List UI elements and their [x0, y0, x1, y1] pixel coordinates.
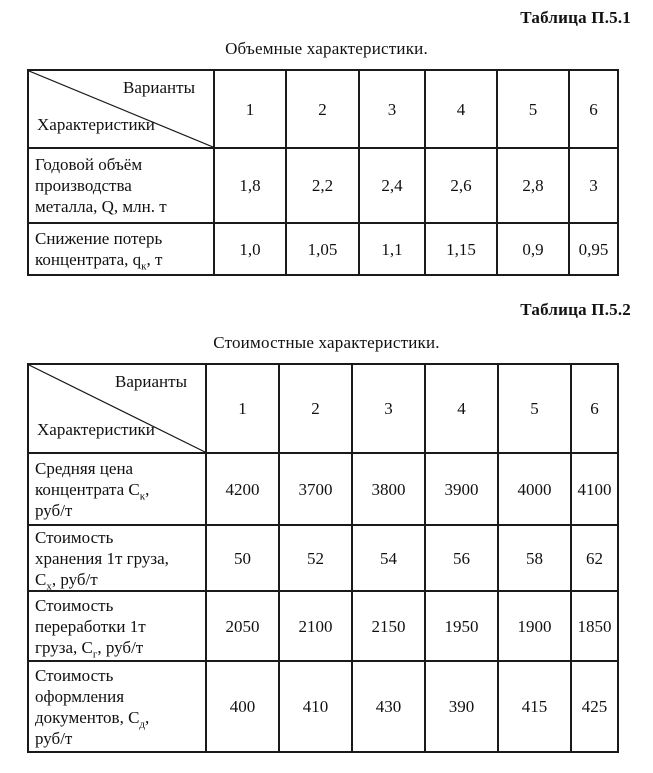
- table-cell: 3700: [279, 453, 352, 525]
- row-label-line: Стоимость: [35, 665, 114, 685]
- table-cell: 1,8: [214, 148, 286, 223]
- row-label-sub: д: [139, 717, 146, 730]
- row-label-line: оформления: [35, 686, 125, 706]
- variant-header: 5: [497, 70, 569, 148]
- table-cell: 2,8: [497, 148, 569, 223]
- row-label: [28, 661, 206, 752]
- table2-diagonal-header: [28, 364, 206, 453]
- row-label: [28, 223, 214, 275]
- table-cell: 54: [352, 525, 425, 591]
- characteristics-label: Характеристики: [37, 420, 155, 439]
- table-cell: 52: [279, 525, 352, 591]
- table-row: [28, 591, 618, 661]
- table-cell: 0,9: [497, 223, 569, 275]
- table-row: [28, 453, 618, 525]
- table-cell: 430: [352, 661, 425, 752]
- row-label-tail: , руб/т: [51, 569, 98, 589]
- row-label-line: хранения 1т груза,: [35, 548, 169, 568]
- row-label-line: Стоимость: [35, 595, 114, 615]
- row-label-sub: к: [139, 489, 146, 502]
- row-label: [28, 591, 206, 661]
- table1-header-row: [28, 70, 618, 148]
- table-cell: 3: [569, 148, 618, 223]
- variant-header: 2: [286, 70, 359, 148]
- table-cell: 2100: [279, 591, 352, 661]
- row-label: [28, 148, 214, 223]
- table-cell: 1900: [498, 591, 571, 661]
- table-cell: 1,0: [214, 223, 286, 275]
- table-cell: 410: [279, 661, 352, 752]
- row-label-line: металла, Q, млн. т: [35, 197, 167, 216]
- table-cell: 425: [571, 661, 618, 752]
- variant-header: 3: [359, 70, 425, 148]
- table-cell: 2150: [352, 591, 425, 661]
- row-label-sub: г: [92, 647, 98, 660]
- row-label: [28, 525, 206, 591]
- row-label-tail: , руб/т: [97, 637, 144, 657]
- variant-header: 3: [352, 364, 425, 453]
- variant-header: 1: [214, 70, 286, 148]
- table-cell: 1,15: [425, 223, 497, 275]
- row-label-line: переработки 1т: [35, 616, 146, 636]
- row-label-main: груза, С: [35, 637, 93, 657]
- row-label-line: руб/т: [35, 500, 73, 520]
- variant-header: 4: [425, 364, 498, 453]
- table-row: [28, 148, 618, 223]
- table-row: [28, 223, 618, 275]
- table-cell: 400: [206, 661, 279, 752]
- row-label-tail: ,: [145, 707, 150, 727]
- characteristics-label: Характеристики: [37, 115, 155, 134]
- table-cell: 0,95: [569, 223, 618, 275]
- table-cell: 2050: [206, 591, 279, 661]
- table1: [27, 69, 619, 276]
- table-cell: 62: [571, 525, 618, 591]
- table-cell: 3800: [352, 453, 425, 525]
- table1-diagonal-header: [28, 70, 214, 148]
- row-label-main: концентрата, q: [35, 250, 142, 269]
- row-label-line: Снижение потерь: [35, 229, 163, 248]
- table-cell: 1950: [425, 591, 498, 661]
- variant-header: 5: [498, 364, 571, 453]
- row-label-tail: ,: [145, 479, 150, 499]
- row-label-line: Стоимость: [35, 527, 114, 547]
- table2-title: Стоимостные характеристики.: [213, 333, 440, 352]
- table1-title: Объемные характеристики.: [225, 39, 428, 58]
- table-cell: 390: [425, 661, 498, 752]
- row-label-main: С: [35, 569, 47, 589]
- row-label-tail: , т: [146, 250, 163, 269]
- table-cell: 4200: [206, 453, 279, 525]
- row-label-sub: х: [46, 579, 52, 592]
- table2-number: Таблица П.5.2: [520, 300, 631, 319]
- table-cell: 3900: [425, 453, 498, 525]
- table-cell: 4000: [498, 453, 571, 525]
- row-label-main: концентрата С: [35, 479, 140, 499]
- row-label-line: производства: [35, 176, 132, 195]
- table-cell: 4100: [571, 453, 618, 525]
- table-cell: 2,6: [425, 148, 497, 223]
- variants-label: Варианты: [123, 78, 195, 97]
- table-cell: 56: [425, 525, 498, 591]
- table-cell: 415: [498, 661, 571, 752]
- variant-header: 2: [279, 364, 352, 453]
- table2: [27, 363, 619, 753]
- table2-header-row: [28, 364, 618, 453]
- table1-number: Таблица П.5.1: [520, 8, 631, 27]
- variant-header: 4: [425, 70, 497, 148]
- table-cell: 58: [498, 525, 571, 591]
- variant-header: 6: [571, 364, 618, 453]
- row-label-line: Годовой объём: [35, 155, 143, 174]
- table-cell: 2,4: [359, 148, 425, 223]
- table-row: [28, 661, 618, 752]
- row-label-line: Средняя цена: [35, 458, 134, 478]
- table-cell: 1,05: [286, 223, 359, 275]
- variants-label: Варианты: [115, 372, 187, 391]
- table-cell: 50: [206, 525, 279, 591]
- table-cell: 1,1: [359, 223, 425, 275]
- variant-header: 1: [206, 364, 279, 453]
- table-row: [28, 525, 618, 591]
- table-cell: 2,2: [286, 148, 359, 223]
- row-label: [28, 453, 206, 525]
- table-cell: 1850: [571, 591, 618, 661]
- variant-header: 6: [569, 70, 618, 148]
- row-label-main: документов, С: [35, 707, 140, 727]
- row-label-sub: к: [141, 260, 147, 273]
- row-label-line: руб/т: [35, 728, 73, 748]
